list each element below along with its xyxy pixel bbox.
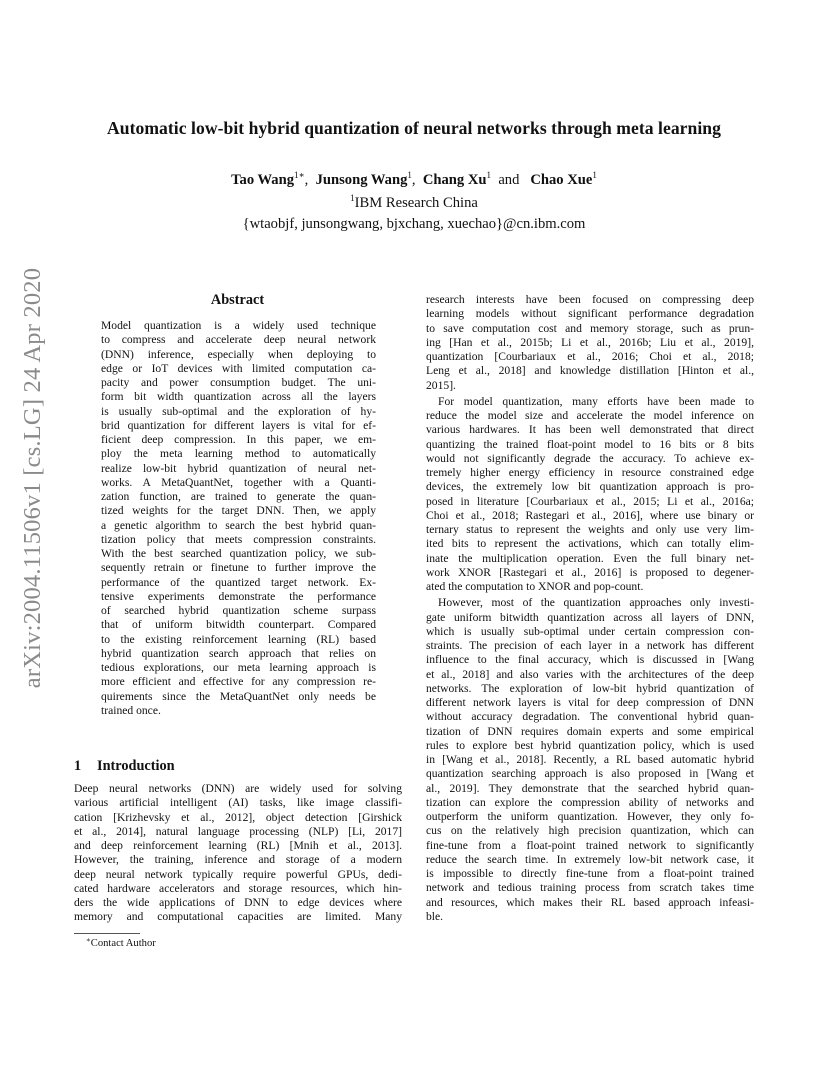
- text-line: network and tedious training process from scratch takes time: [426, 881, 754, 895]
- text-line: would not significantly degrade the accuracy. To achieve ex-: [426, 451, 754, 465]
- text-line: deep neural network typically require powerful GPUs, dedi-: [74, 867, 402, 881]
- author-separator: and: [498, 172, 520, 188]
- paragraph: [426, 596, 754, 924]
- text-line: straints. The precision of each layer in a network has different: [426, 639, 754, 652]
- text-line: al., 2019]. They demonstrate that the searched hybrid quan-: [426, 781, 754, 795]
- text-line: Model quantization is a widely used technique: [101, 319, 376, 332]
- text-line: without accuracy degradation. The conventional hybrid quan-: [426, 710, 754, 724]
- text-line: ficient deep compression. In this paper, we em-: [101, 433, 376, 446]
- text-line: realize low-bit hybrid quantization of neural net-: [101, 461, 376, 475]
- text-line: Leng et al., 2018] and knowledge distillation [Hinton et al.,: [426, 364, 754, 378]
- text-line: cation [Krizhevsky et al., 2012], object detection [Girshick: [74, 810, 402, 824]
- text-line: ble.: [426, 909, 444, 923]
- text-line: works. A MetaQuantNet, together with a Quanti-: [101, 475, 376, 489]
- text-line: et al., 2018] and also varies with the architectures of the deep: [426, 667, 754, 681]
- footnote-mark: ∗: [86, 936, 91, 944]
- author-name: Chang Xu: [422, 172, 487, 188]
- text-line: ploy the meta learning method to automatically: [101, 447, 376, 461]
- affiliation-text: IBM Research China: [354, 195, 478, 211]
- text-line: quantizing the trained float-point model to 16 bits or 8 bits: [426, 437, 754, 451]
- text-line: edge or IoT devices with limited computation ca-: [101, 361, 376, 375]
- author-name: Junsong Wang: [315, 172, 408, 188]
- text-line: memory and computational capacities are limited. Many: [74, 910, 402, 924]
- text-line: outperform the uniform quantization. However, they only fo-: [426, 810, 754, 823]
- text-line: Choi et al., 2018; Rastegari et al., 2016], where use binary or: [426, 508, 754, 522]
- text-line: reduce the model size and accelerate the model inference on: [426, 409, 754, 422]
- text-line: sequently retrain or finetune to further improve the: [101, 561, 376, 575]
- text-line: inate the multiplication operation. Even the full binary net-: [426, 551, 754, 565]
- text-line: 2015].: [426, 378, 456, 392]
- text-line: rules to explore best hybrid quantization policy, which is used: [426, 738, 754, 752]
- text-line: For model quantization, many efforts have been made to: [438, 394, 754, 408]
- author-mark: 1: [592, 170, 597, 180]
- text-line: of searched hybrid quantization scheme surpass: [101, 604, 376, 617]
- footnote: [86, 938, 156, 949]
- text-line: ited bits to represent the activations, which can totally elim-: [426, 537, 754, 551]
- text-line: different network layers is vital for deep compression of DNN: [426, 696, 754, 709]
- text-line: performance of the quantized target network. Ex-: [101, 575, 376, 589]
- text-line: tensive experiments demonstrate the performance: [101, 589, 376, 603]
- section-title: Introduction: [97, 758, 175, 774]
- text-line: which is usually sub-optimal under certain compression con-: [426, 624, 754, 638]
- text-line: quantization [Courbariaux et al., 2016; Choi et al., 2018;: [426, 350, 754, 363]
- text-line: various hardwares. It has been well demonstrated that direct: [426, 423, 754, 437]
- text-line: in [Wang et al., 2018]. Recently, a RL based automatic hybrid: [426, 753, 754, 766]
- text-line: tedious explorations, our meta learning approach is: [101, 661, 376, 674]
- paragraph: [426, 293, 754, 393]
- text-line: ders the wide applications of DNN to edge devices where: [74, 896, 402, 909]
- text-line: devices, the extremely low bit quantization approach is pro-: [426, 480, 754, 494]
- text-line: ing [Han et al., 2015b; Li et al., 2016b; Liu et al., 2019],: [426, 335, 754, 349]
- text-line: gate uniform bitwidth quantization across all layers of DNN,: [426, 610, 754, 624]
- text-line: trained once.: [101, 703, 161, 717]
- text-line: quantization searching approach is also proposed in [Wang et: [426, 767, 754, 781]
- author-mark: 1: [407, 170, 412, 180]
- text-line: reduce the search time. In extremely low-bit network case, it: [426, 852, 754, 866]
- text-line: work XNOR [Rastegari et al., 2016] is proposed to degener-: [426, 565, 754, 579]
- text-line: tremely higher energy efficiency in resource constrained edge: [426, 466, 754, 479]
- right-column: [426, 293, 754, 924]
- text-line: research interests have been focused on compressing deep: [426, 293, 754, 306]
- text-line: is impossible to directly fine-tune from a float-point trained: [426, 867, 754, 880]
- text-line: (DNN) inference, especially when deploying to: [101, 347, 376, 361]
- affiliation: [0, 195, 828, 212]
- text-line: tization policy that meets compression constraints.: [101, 532, 376, 546]
- abstract-body: [101, 319, 376, 718]
- text-line: et al., 2014], natural language processing (NLP) [Li, 2017]: [74, 824, 402, 838]
- text-line: Deep neural networks (DNN) are widely used for solving: [74, 782, 402, 795]
- text-line: to compress and accelerate deep neural network: [101, 333, 376, 347]
- footnote-rule: [74, 933, 140, 934]
- abstract-heading: Abstract: [210, 292, 265, 308]
- affiliation-mark: 1: [350, 193, 355, 203]
- text-line: cated hardware accelerators and storage resources, which hin-: [74, 881, 402, 895]
- text-line: is usually sub-optimal and the exploration of hy-: [101, 404, 376, 418]
- text-line: ated the computation to XNOR and pop-count.: [426, 580, 644, 593]
- text-line: that of uniform bitwidth counterpart. Compared: [101, 618, 376, 632]
- text-line: to the existing reinforcement learning (RL) based: [101, 632, 376, 646]
- author-list: [0, 172, 828, 189]
- author-separator: ,: [304, 172, 309, 188]
- text-line: fine-tune from a float-point trained network to significantly: [426, 838, 754, 852]
- text-line: to save computation cost and memory storage, such as prun-: [426, 321, 754, 335]
- text-line: tization of DNN requires domain experts and some empirical: [426, 724, 754, 738]
- paper-title: Automatic low-bit hybrid quantization of neural networks through meta learning: [106, 118, 721, 138]
- text-line: and resources, which makes their RL based approach infeasi-: [426, 895, 754, 909]
- text-line: With the best searched quantization policy, we sub-: [101, 547, 376, 560]
- text-line: pacity and power consumption budget. The uni-: [101, 376, 376, 389]
- text-line: various artificial intelligent (AI) tasks, like image classifi-: [74, 796, 402, 810]
- section-number: 1: [74, 758, 82, 774]
- text-line: However, most of the quantization approaches only investi-: [438, 596, 754, 610]
- author-name: Chao Xue: [530, 172, 593, 188]
- footnote-text: Contact Author: [90, 938, 156, 949]
- text-line: hybrid quantization search approach that relies on: [101, 646, 376, 660]
- author-mark: 1∗: [294, 170, 305, 180]
- text-line: networks. The exploration of low-bit hybrid quantization of: [426, 681, 754, 695]
- text-line: influence to the final accuracy, which is discussed in [Wang: [426, 653, 754, 667]
- text-line: However, the training, inference and storage of a modern: [74, 853, 402, 867]
- text-line: brid quantization for different layers is vital for ef-: [101, 418, 376, 432]
- text-line: ternary status to represent the weights and only use very lim-: [426, 523, 754, 536]
- paragraph: [426, 395, 754, 595]
- text-line: quirements since the MetaQuantNet only needs be: [101, 689, 376, 703]
- text-line: learning models without significant performance degradation: [426, 307, 754, 321]
- text-line: and deep reinforcement learning (RL) [Mnih et al., 2013].: [74, 839, 402, 852]
- text-line: a genetic algorithm to search the best hybrid quan-: [101, 518, 376, 532]
- author-emails: {wtaobjf, junsongwang, bjxchang, xuechao}@cn.ibm.com: [242, 216, 586, 232]
- text-line: tized weights for the target DNN. Then, we apply: [101, 504, 376, 518]
- author-mark: 1: [486, 170, 492, 180]
- author-name: Tao Wang: [231, 172, 294, 188]
- text-line: more efficient and effective for any compression re-: [101, 675, 376, 689]
- section-heading: [74, 758, 175, 775]
- text-line: posed in literature [Courbariaux et al., 2015; Li et al., 2016a;: [426, 494, 754, 508]
- arxiv-stamp-text: arXiv:2004.11506v1 [cs.LG] 24 Apr 2020: [19, 267, 46, 689]
- text-line: cus on the relatively high precision quantization, which can: [426, 824, 754, 838]
- text-line: tization can explore the compression ability of networks and: [426, 795, 754, 809]
- text-line: form bit width quantization across all the layers: [101, 390, 376, 404]
- text-line: zation function, are trained to generate the quan-: [101, 490, 376, 503]
- intro-paragraph: [74, 782, 402, 925]
- author-separator: ,: [411, 172, 416, 188]
